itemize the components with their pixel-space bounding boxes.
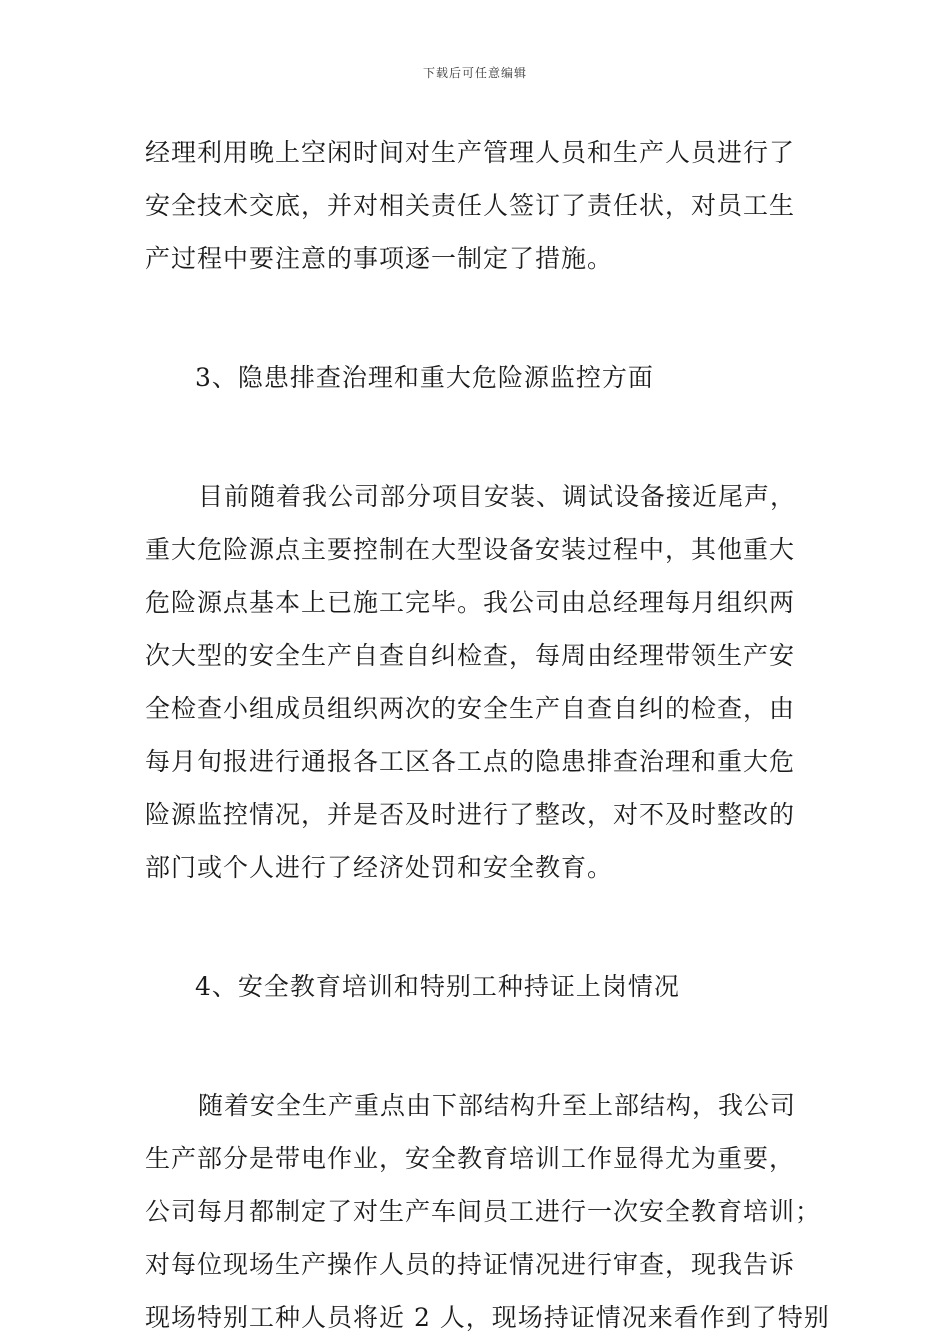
- page-header-note: 下载后可任意编辑: [422, 66, 527, 80]
- paragraph-line: 次大型的安全生产自查自纠检查，每周由经理带领生产安: [145, 641, 796, 670]
- paragraph-3: [145, 1079, 830, 1344]
- paragraph-line: 危险源点基本上已施工完毕。我公司由总经理每月组织两: [145, 588, 796, 617]
- paragraph-2: [145, 470, 810, 894]
- document-body: [145, 126, 830, 1344]
- section-heading-3: 3、隐患排查治理和重大危险源监控方面: [195, 363, 654, 392]
- paragraph-line: 现场特别工种人员将近 2 人，现场持证情况来看作到了特别: [145, 1303, 830, 1332]
- paragraph-line: 部门或个人进行了经济处罚和安全教育。: [145, 853, 614, 882]
- paragraph-line: 生产部分是带电作业，安全教育培训工作显得尤为重要，: [145, 1144, 796, 1173]
- paragraph-line: 公司每月都制定了对生产车间员工进行一次安全教育培训；: [145, 1197, 822, 1226]
- paragraph-line: 目前随着我公司部分项目安装、调试设备接近尾声，: [198, 482, 797, 511]
- paragraph-line: 重大危险源点主要控制在大型设备安装过程中，其他重大: [145, 535, 796, 564]
- paragraph-line: 产过程中要注意的事项逐一制定了措施。: [145, 244, 614, 273]
- paragraph-line: 安全技术交底，并对相关责任人签订了责任状，对员工生: [145, 191, 796, 220]
- paragraph-1: [145, 126, 810, 285]
- paragraph-line: 全检查小组成员组织两次的安全生产自查自纠的检查，由: [145, 694, 796, 723]
- paragraph-line: 对每位现场生产操作人员的持证情况进行审查，现我告诉: [145, 1250, 796, 1279]
- paragraph-line: 险源监控情况，并是否及时进行了整改，对不及时整改的: [145, 800, 796, 829]
- section-heading-4: 4、安全教育培训和特别工种持证上岗情况: [195, 972, 680, 1001]
- paragraph-line: 经理利用晚上空闲时间对生产管理人员和生产人员进行了: [145, 138, 796, 167]
- paragraph-line: 每月旬报进行通报各工区各工点的隐患排查治理和重大危: [145, 747, 796, 776]
- paragraph-line: 随着安全生产重点由下部结构升至上部结构，我公司: [198, 1091, 797, 1120]
